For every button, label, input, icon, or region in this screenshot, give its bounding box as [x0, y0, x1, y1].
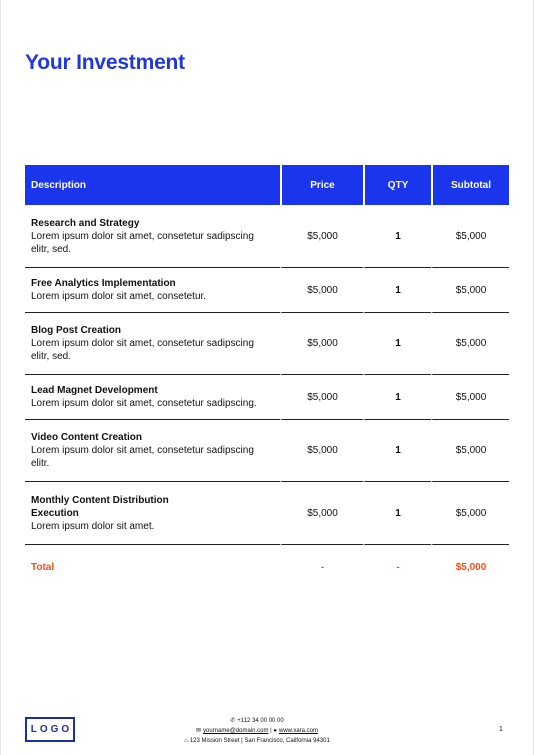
logo: LOGO [25, 717, 75, 742]
row-subtotal: $5,000 [431, 420, 509, 482]
web-line [160, 726, 354, 736]
phone-number: +112 34 00 00 00 [237, 718, 284, 724]
total-qty: - [363, 545, 431, 589]
home-icon: ⌂ [184, 738, 188, 744]
page-number: 1 [499, 726, 503, 733]
row-price: $5,000 [280, 268, 363, 313]
item-text: Lorem ipsum dolor sit amet, consetetur sadipscing elitr. [31, 445, 254, 469]
row-description [25, 205, 280, 268]
row-description [25, 375, 280, 420]
total-subtotal: $5,000 [431, 545, 509, 589]
item-text: Lorem ipsum dolor sit amet. [31, 520, 155, 532]
row-qty: 1 [363, 268, 431, 313]
table-row [25, 268, 509, 313]
table-row [25, 205, 509, 268]
header-description: Description [25, 165, 280, 205]
table-row [25, 482, 509, 545]
item-name: Blog Post Creation [31, 325, 122, 336]
table-row [25, 313, 509, 375]
row-subtotal: $5,000 [431, 268, 509, 313]
item-text: Lorem ipsum dolor sit amet, consetetur. [31, 291, 207, 302]
item-name: Video Content Creation [31, 432, 142, 443]
row-description [25, 268, 280, 313]
header-qty: QTY [363, 165, 431, 205]
row-subtotal: $5,000 [431, 205, 509, 268]
row-qty: 1 [363, 420, 431, 482]
email-link[interactable]: yourname@domain.com [203, 728, 269, 734]
footer-separator: | [268, 728, 274, 734]
globe-icon: ● [273, 728, 277, 734]
row-qty: 1 [363, 375, 431, 420]
row-subtotal: $5,000 [431, 313, 509, 375]
phone-icon: ✆ [230, 718, 236, 724]
item-text: Lorem ipsum dolor sit amet, consetetur sadipscing. [31, 398, 257, 409]
total-price: - [280, 545, 363, 589]
row-qty: 1 [363, 205, 431, 268]
row-description [25, 313, 280, 375]
address-text: 123 Mission Street | San Francisco, California 94301 [189, 738, 330, 744]
envelope-icon: ✉ [195, 728, 202, 734]
item-text: Lorem ipsum dolor sit amet, consetetur sadipscing elitr, sed. [31, 230, 254, 255]
item-name: Monthly Content Distribution Execution [31, 494, 169, 519]
row-price: $5,000 [280, 482, 363, 545]
footer-contact [160, 716, 354, 746]
table-row [25, 420, 509, 482]
row-qty: 1 [363, 313, 431, 375]
header-subtotal: Subtotal [431, 165, 509, 205]
website-link[interactable]: www.xara.com [279, 728, 319, 734]
table-header-row [25, 165, 509, 205]
item-name: Free Analytics Implementation [31, 278, 176, 289]
row-price: $5,000 [280, 375, 363, 420]
row-price: $5,000 [280, 205, 363, 268]
header-price: Price [280, 165, 363, 205]
investment-table [25, 165, 509, 589]
phone-line [160, 716, 354, 726]
row-subtotal: $5,000 [431, 482, 509, 545]
row-subtotal: $5,000 [431, 375, 509, 420]
row-qty: 1 [363, 482, 431, 545]
row-description [25, 482, 280, 545]
item-name: Research and Strategy [31, 217, 140, 229]
address-line [160, 736, 354, 746]
page-title: Your Investment [25, 51, 185, 74]
row-price: $5,000 [280, 420, 363, 482]
item-name: Lead Magnet Development [31, 385, 158, 396]
total-row [25, 545, 509, 589]
row-description [25, 420, 280, 482]
total-label: Total [31, 561, 55, 573]
item-text: Lorem ipsum dolor sit amet, consetetur sadipscing elitr, sed. [31, 338, 254, 362]
table-row [25, 375, 509, 420]
row-price: $5,000 [280, 313, 363, 375]
